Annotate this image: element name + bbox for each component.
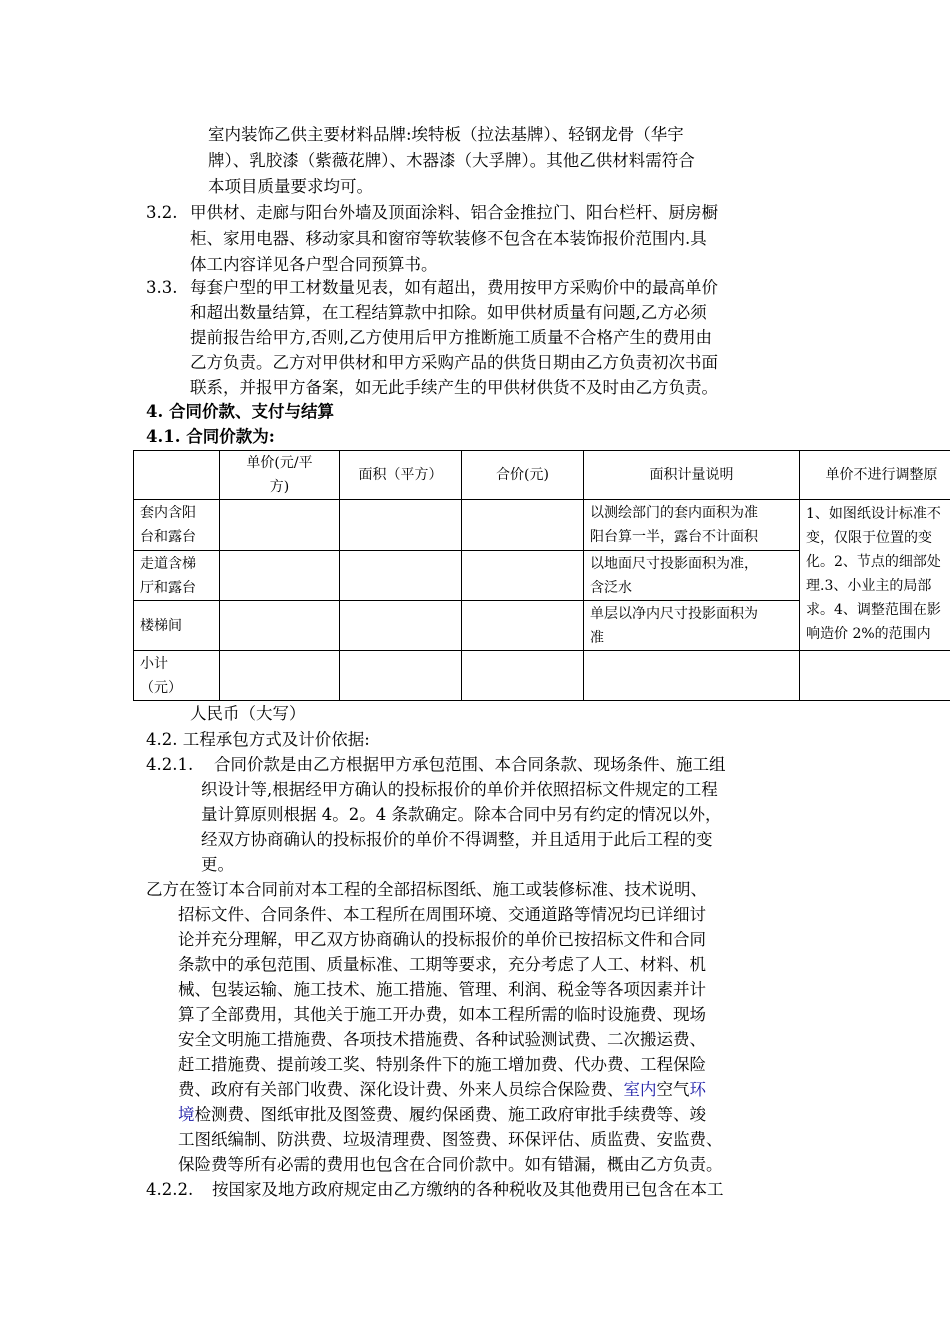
paragraph-line-with-links: [178, 1103, 706, 1127]
clause-4-2-1-number: 4.2.1.: [146, 755, 194, 774]
paragraph-line: 条款中的承包范围、质量标准、工期等要求，充分考虑了人工、材料、机: [178, 955, 706, 974]
clause-3-3-line-1: 每套户型的甲工材数量见表，如有超出，费用按甲方采购价中的最高单价: [190, 278, 718, 297]
paragraph-line: 安全文明施工措施费、各项技术措施费、各种试验测试费、二次搬运费、: [178, 1030, 706, 1049]
clause-4-2-1-line-5: 更。: [201, 855, 234, 874]
row-label-line: 小计: [140, 655, 168, 672]
area-cell[interactable]: [340, 500, 462, 551]
adjust-principle-line: 化。2、节点的细部处: [806, 554, 941, 570]
clause-3-2-line-3: 体工内容详见各户型合同预算书。: [190, 255, 438, 274]
section-4-1-heading: 4.1. 合同价款为:: [146, 427, 275, 446]
clause-4-2-2-number: 4.2.2.: [146, 1180, 194, 1199]
adjust-principle-line: 响造价 2%的范围内: [806, 626, 931, 642]
header-unit-price-line-1: 单价(元/平: [246, 455, 313, 471]
area-note-cell: [584, 601, 800, 651]
adjust-principle-line: 求。4、调整范围在影: [806, 602, 941, 618]
adjust-principle-cell: [800, 500, 950, 651]
header-area-note: 面积计量说明: [584, 451, 800, 500]
material-brands-line-2: 牌）、乳胶漆（紫薇花牌）、木器漆（大孚牌）。其他乙供材料需符合: [208, 151, 695, 170]
adjust-principle-line: 变，仅限于位置的变: [806, 530, 932, 546]
area-note-line: 阳台算一半，露台不计面积: [590, 529, 758, 545]
row-label-line: 厅和露台: [140, 579, 196, 596]
total-cell[interactable]: [462, 651, 584, 701]
row-label: 楼梯间: [134, 601, 220, 651]
material-brands-line-1: 室内装饰乙供主要材料品牌:埃特板（拉法基牌）、轻钢龙骨（华宇: [208, 125, 684, 144]
rmb-uppercase-line: 人民币（大写）: [190, 704, 306, 723]
clause-3-3-line-3: 提前报告给甲方,否则,乙方使用后甲方推断施工质量不合格产生的费用由: [190, 328, 712, 347]
clause-3-3-line-4: 乙方负责。乙方对甲供材和甲方采购产品的供货日期由乙方负责初次书面: [190, 353, 718, 372]
area-note-line: 以测绘部门的套内面积为准: [590, 505, 758, 521]
paragraph-text: 费、政府有关部门收费、深化设计费、外来人员综合保险费、: [178, 1080, 624, 1099]
header-adjust-principle: 单价不进行调整原: [800, 451, 950, 500]
paragraph-line-with-links: [178, 1078, 706, 1102]
row-label-line: 台和露台: [140, 529, 196, 545]
paragraph-text: 检测费、图纸审批及图签费、履约保函费、施工政府审批手续费等、竣: [194, 1105, 706, 1124]
adjust-principle-line: 理.3、小业主的局部: [806, 578, 932, 594]
paragraph-line: 算了全部费用，其他关于施工开办费，如本工程所需的临时设施费、现场: [178, 1005, 706, 1024]
paragraph-line: 械、包装运输、施工技术、施工措施、管理、利润、税金等各项因素并计: [178, 980, 706, 999]
clause-4-2-1-line-2: 织设计等,根据经甲方确认的投标报价的单价并依照招标文件规定的工程: [201, 780, 718, 799]
header-total: 合价(元): [462, 451, 584, 500]
paragraph-text: 空气: [656, 1080, 690, 1099]
row-label-line: （元）: [140, 679, 182, 696]
indoor-link[interactable]: 室内: [623, 1080, 657, 1099]
area-note-cell: [584, 500, 800, 551]
header-area: 面积（平方）: [340, 451, 462, 500]
paragraph-line: 赶工措施费、提前竣工奖、特别条件下的施工增加费、代办费、工程保险: [178, 1055, 706, 1074]
area-cell[interactable]: [340, 601, 462, 651]
row-label: [134, 651, 220, 701]
table-row-subtotal: [134, 651, 950, 701]
clause-3-2-number: 3.2.: [146, 203, 178, 222]
environment-link[interactable]: 环: [689, 1080, 706, 1099]
adjust-principle-line: 1、如图纸设计标准不: [806, 506, 941, 522]
unit-price-cell[interactable]: [220, 601, 340, 651]
clause-4-2-1-line-4: 经双方协商确认的投标报价的单价不得调整，并且适用于此后工程的变: [201, 830, 713, 849]
area-note-line: 以地面尺寸投影面积为准，: [590, 555, 758, 572]
paragraph-line: 工图纸编制、防洪费、垃圾清理费、图签费、环保评估、质监费、安监费、: [178, 1130, 723, 1149]
row-label: [134, 551, 220, 601]
unit-price-cell[interactable]: [220, 500, 340, 551]
adjust-principle-cell-empty: [800, 651, 950, 701]
clause-3-3-line-2: 和超出数量结算，在工程结算款中扣除。如甲供材质量有问题,乙方必须: [190, 303, 707, 322]
clause-3-2-line-1: 甲供材、走廊与阳台外墙及顶面涂料、铝合金推拉门、阳台栏杆、厨房橱: [190, 203, 718, 222]
unit-price-cell[interactable]: [220, 551, 340, 601]
clause-4-2-1-line-1: 合同价款是由乙方根据甲方承包范围、本合同条款、现场条件、施工组: [214, 755, 726, 774]
header-unit-price: [220, 451, 340, 500]
clause-3-3-number: 3.3.: [146, 278, 178, 297]
unit-price-cell[interactable]: [220, 651, 340, 701]
header-unit-price-line-2: 方): [269, 479, 290, 495]
paragraph-line: 论并充分理解，甲乙双方协商确认的投标报价的单价已按招标文件和合同: [178, 930, 706, 949]
material-brands-line-3: 本项目质量要求均可。: [208, 177, 373, 196]
table-row: [134, 500, 950, 551]
clause-4-2-heading: 4.2. 工程承包方式及计价依据:: [146, 730, 370, 749]
row-label-line: 套内含阳: [140, 505, 196, 521]
area-note-line: 单层以净内尺寸投影面积为: [590, 605, 758, 622]
paragraph-line: 招标文件、合同条件、本工程所在周围环境、交通道路等情况均已详细讨: [178, 905, 706, 924]
area-cell[interactable]: [340, 651, 462, 701]
area-cell[interactable]: [340, 551, 462, 601]
table-header-row: [134, 451, 950, 500]
row-label-line: 走道含梯: [140, 555, 196, 572]
total-cell[interactable]: [462, 500, 584, 551]
paragraph-line: 保险费等所有必需的费用也包含在合同价款中。如有错漏，概由乙方负责。: [178, 1155, 723, 1174]
total-cell[interactable]: [462, 601, 584, 651]
clause-4-2-1-line-3: 量计算原则根据 4。2。4 条款确定。除本合同中另有约定的情况以外，: [201, 805, 722, 824]
section-4-heading: 4. 合同价款、支付与结算: [146, 402, 334, 421]
area-note-cell: [584, 551, 800, 601]
clause-3-3-line-5: 联系，并报甲方备案，如无此手续产生的甲供材供货不及时由乙方负责。: [190, 378, 718, 397]
paragraph-line: 乙方在签订本合同前对本工程的全部招标图纸、施工或装修标准、技术说明、: [146, 880, 707, 899]
area-note-cell: [584, 651, 800, 701]
total-cell[interactable]: [462, 551, 584, 601]
clause-4-2-2-line-1: 按国家及地方政府规定由乙方缴纳的各种税收及其他费用已包含在本工: [212, 1180, 724, 1199]
header-empty: [134, 451, 220, 500]
clause-3-2-line-2: 柜、家用电器、移动家具和窗帘等软装修不包含在本装饰报价范围内.具: [190, 229, 707, 248]
area-note-line: 含泛水: [590, 579, 632, 596]
area-note-line: 准: [590, 629, 604, 646]
row-label: [134, 500, 220, 551]
environment-link-cont[interactable]: 境: [178, 1105, 195, 1124]
contract-price-table: [133, 450, 950, 701]
